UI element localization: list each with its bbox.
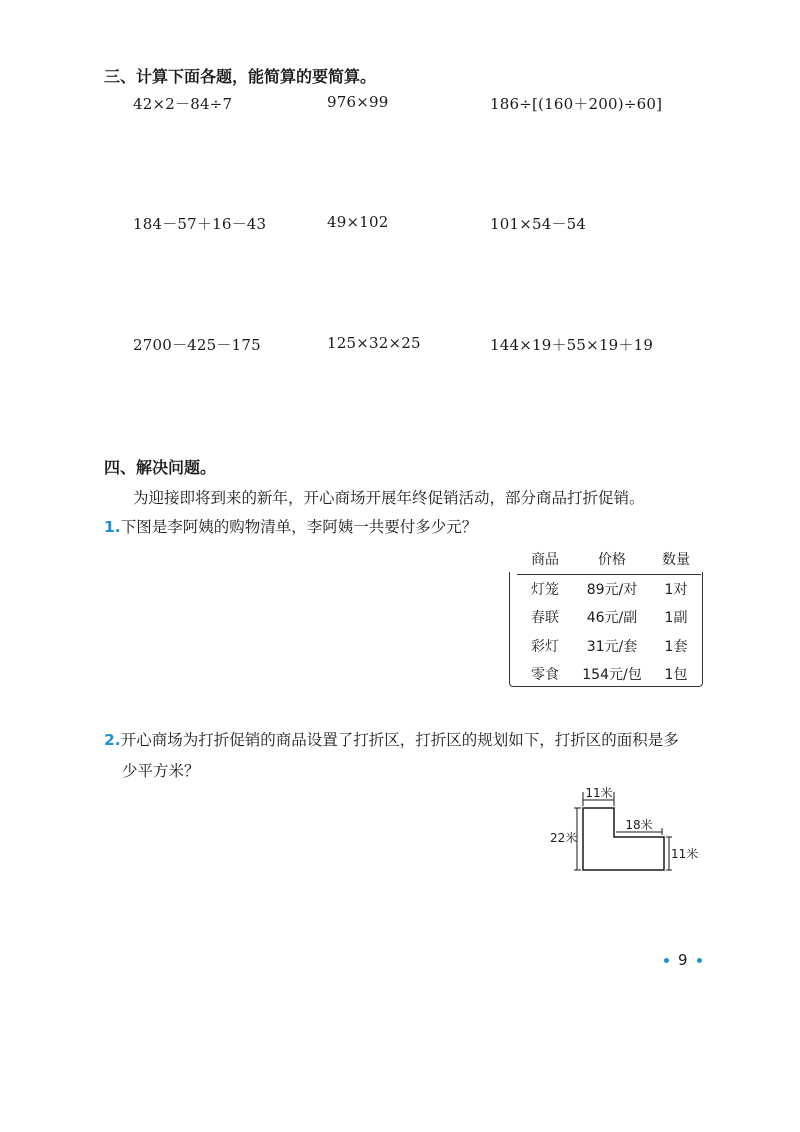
top-label: 11米 [585, 786, 613, 800]
problem-6: 101×54－54 [490, 215, 587, 233]
table-cell: 1套 [664, 638, 688, 655]
table-cell: 灯笼 [531, 581, 559, 598]
bullet-dot-icon [697, 958, 702, 963]
table-cell: 1包 [664, 667, 688, 684]
table-cell: 46元/副 [586, 610, 638, 627]
question-1-text: 下图是李阿姨的购物清单，李阿姨一共要付多少元？ [120, 518, 478, 536]
table-cell: 89元/对 [586, 581, 638, 598]
table-cell: 春联 [531, 610, 559, 627]
table-cell: 彩灯 [531, 638, 559, 655]
table-row [517, 660, 701, 689]
problem-7: 2700－425－175 [133, 336, 261, 354]
table-cell: 31元/套 [586, 638, 638, 655]
section4-title: 四、解决问题。 [104, 458, 217, 477]
table-row [517, 603, 701, 632]
question-2 [104, 728, 679, 750]
section3-title: 三、计算下面各题，能简算的要简算。 [104, 67, 377, 86]
problem-8: 125×32×25 [327, 334, 421, 352]
table-cell: 1副 [664, 610, 688, 627]
question-2-text-line2: 少平方米？ [122, 762, 200, 780]
table-row [517, 575, 701, 604]
problem-5: 49×102 [327, 213, 389, 231]
table-header: 价格 [598, 552, 626, 569]
table-header: 商品 [531, 552, 559, 569]
table-cell: 零食 [531, 667, 559, 684]
table-row [517, 632, 701, 661]
question-1 [104, 515, 477, 537]
table-header: 数量 [662, 552, 690, 569]
question-1-number: 1. [104, 518, 121, 536]
page-number-group [655, 951, 711, 969]
question-2-text-line1: 开心商场为打折促销的商品设置了打折区，打折区的规划如下，打折区的面积是多 [120, 731, 679, 749]
shopping-table [517, 545, 701, 689]
bullet-dot-icon [664, 958, 669, 963]
table-cell: 154元/包 [582, 667, 642, 684]
problem-4: 184－57＋16－43 [133, 215, 267, 233]
problem-1: 42×2－84÷7 [133, 95, 233, 113]
left-label: 22米 [550, 831, 578, 845]
middle-label: 18米 [625, 818, 653, 832]
l-shape-diagram [540, 780, 710, 880]
problem-3: 186÷[(160＋200)÷60] [490, 95, 663, 113]
table-cell: 1对 [664, 581, 688, 598]
problem-9: 144×19＋55×19＋19 [490, 336, 654, 354]
table-header-row [517, 545, 701, 575]
problem-2: 976×99 [327, 93, 389, 111]
right-label: 11米 [671, 847, 699, 861]
section4-intro: 为迎接即将到来的新年，开心商场开展年终促销活动，部分商品打折促销。 [133, 489, 645, 507]
question-2-number: 2. [104, 731, 121, 749]
page-number: 9 [678, 951, 688, 969]
